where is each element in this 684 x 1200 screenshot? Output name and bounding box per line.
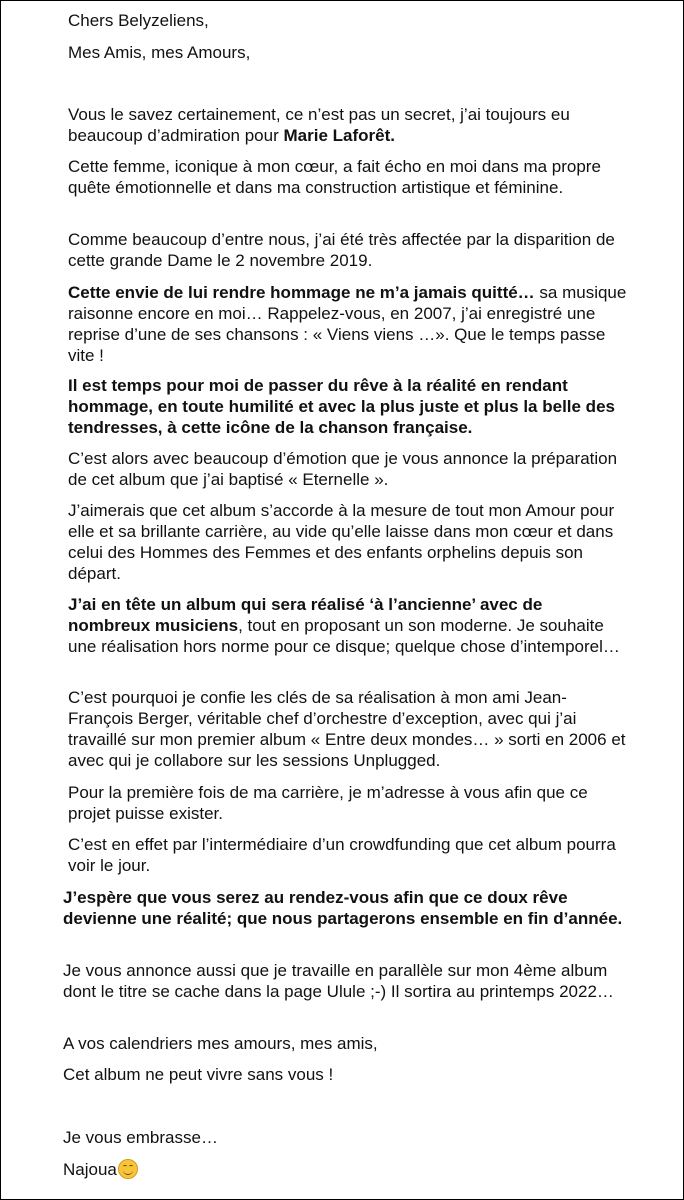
paragraph-8-text: , tout en proposant un son moderne. Je souhaite une réalisation hors norme pour ce disque; quelque chose d’intemporel… (68, 616, 620, 656)
paragraph-15: Cet album ne peut vivre sans vous ! (63, 1065, 334, 1084)
paragraph-1-text: Vous le savez certainement, ce n’est pas un secret, j’ai toujours eu beaucoup d’admiration pour (68, 105, 570, 145)
paragraph-6: C’est alors avec beaucoup d’émotion que je vous annonce la préparation de cet album que j’ai baptisé « Eternelle ». (68, 449, 618, 489)
paragraph-12 (63, 887, 623, 929)
paragraph-11: C’est en effet par l’intermédiaire d’un crowdfunding que cet album pourra voir le jour. (68, 835, 616, 875)
paragraph-4 (68, 282, 628, 366)
signature (63, 1159, 623, 1180)
greeting-line-2: Mes Amis, mes Amours, (68, 43, 251, 62)
signature-name: Najoua (63, 1160, 117, 1179)
paragraph-4-bold: Cette envie de lui rendre hommage ne m’a jamais quitté… (68, 283, 535, 302)
closing-line: Je vous embrasse… (63, 1128, 218, 1147)
paragraph-8 (68, 594, 628, 657)
paragraph-13: Je vous annonce aussi que je travaille en parallèle sur mon 4ème album dont le titre se cache dans la page Ulule ;-) Il sortira au printemps 2022… (63, 961, 614, 1001)
paragraph-9: C’est pourquoi je confie les clés de sa réalisation à mon ami Jean-François Berger, véritable chef d’orchestre d’exception, avec qui j’ai travaillé sur mon premier album « Entre deux mondes… » sorti en 2006 et avec qui je collabore sur les sessions Unplugged. (68, 688, 626, 770)
paragraph-8-bold: J’ai en tête un album qui sera réalisé ‘à l’ancienne’ avec de nombreux musiciens (68, 595, 543, 635)
paragraph-3: Comme beaucoup d’entre nous, j’ai été très affectée par la disparition de cette grande Dame le 2 novembre 2019. (68, 230, 615, 270)
paragraph-14: A vos calendriers mes amours, mes amis, (63, 1034, 378, 1053)
paragraph-7: J’aimerais que cet album s’accorde à la mesure de tout mon Amour pour elle et sa brillante carrière, au vide qu’elle laisse dans mon cœur et dans celui des Hommes des Femmes et des enfants orphelins depuis son départ. (68, 501, 615, 583)
smiling-face-icon (118, 1159, 138, 1179)
greeting-line-1: Chers Belyzeliens, (68, 11, 209, 30)
paragraph-4-text: sa musique raisonne encore en moi… Rappelez-vous, en 2007, j’ai enregistré une reprise d’une de ses chansons : « Viens viens …». Que le temps passe vite ! (68, 283, 627, 365)
paragraph-1-bold: Marie Laforêt. (283, 126, 395, 145)
paragraph-2: Cette femme, iconique à mon cœur, a fait écho en moi dans ma propre quête émotionnelle et dans ma construction artistique et féminine. (68, 157, 601, 197)
paragraph-10: Pour la première fois de ma carrière, je m’adresse à vous afin que ce projet puisse exister. (68, 783, 588, 823)
paragraph-5-bold: Il est temps pour moi de passer du rêve à la réalité en rendant hommage, en toute humilité et avec la plus juste et plus la belle des tendresses, à cette icône de la chanson française. (68, 376, 615, 437)
paragraph-5 (68, 375, 628, 438)
paragraph-1 (68, 104, 628, 146)
paragraph-12-bold: J’espère que vous serez au rendez-vous afin que ce doux rêve devienne une réalité; que nous partagerons ensemble en fin d’année. (63, 888, 623, 928)
